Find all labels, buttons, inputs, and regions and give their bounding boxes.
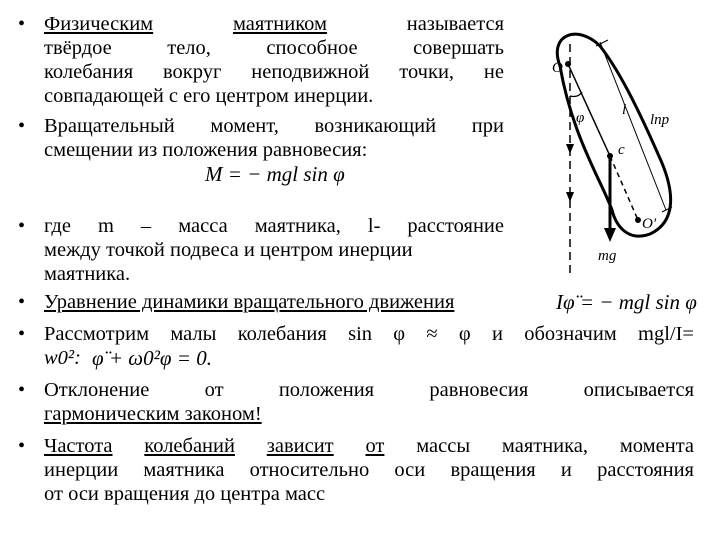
- item-2-line-1: Вращательный момент, возникающий при: [44, 115, 504, 137]
- item-5-line-2: w0²:: [44, 347, 81, 369]
- term-depends: зависит: [266, 435, 334, 457]
- bullet-5: •: [18, 323, 26, 345]
- gravity-arrow-head: [604, 228, 616, 242]
- pendulum-figure: [538, 14, 708, 282]
- item-7-line-3: от оси вращения до центра масс: [44, 483, 326, 505]
- term-physical: Физическим: [44, 13, 154, 35]
- center-point: [607, 153, 613, 159]
- bullet-7: •: [18, 435, 26, 457]
- bullet-1: •: [18, 13, 26, 35]
- item-6-line-2: гармоническим законом!: [44, 403, 262, 425]
- item-1-line-2: твёрдое тело, способное совершать: [44, 37, 504, 59]
- swing-center-point: [635, 217, 641, 223]
- item-2-line-2: смещении из положения равновесия:: [44, 139, 368, 161]
- label-phi: φ: [576, 110, 585, 126]
- item-7-line-2: инерции маятника относительно оси вращения и расстояния: [44, 459, 694, 481]
- pendulum-body: [557, 34, 670, 236]
- term-oscillations: колебаний: [144, 435, 235, 457]
- vertical-arrow-lower: [566, 192, 574, 202]
- bullet-6: •: [18, 379, 26, 401]
- term-frequency: Частота: [44, 435, 113, 457]
- label-lnp: lпр: [650, 112, 670, 128]
- item-3-line-3: маятника.: [44, 263, 131, 285]
- torque-formula: M = − mgl sin φ: [205, 162, 345, 186]
- item-7-line-1: Частота колебаний зависит от массы маятника, момента: [44, 435, 695, 457]
- label-c: c: [618, 142, 625, 158]
- item-3-line-2: между точкой подвеса и центром инерции: [44, 239, 413, 261]
- arm-line: [568, 64, 610, 156]
- item-5-line-1: Рассмотрим малы колебания sin φ ≈ φ и обозначим mgl/I=: [44, 323, 694, 345]
- label-l: l: [622, 102, 627, 118]
- term-on: от: [365, 435, 385, 457]
- arm-extension-line: [610, 156, 638, 220]
- vertical-arrow-upper: [566, 144, 574, 154]
- label-o-prime: O': [642, 216, 657, 232]
- angle-arc: [570, 92, 582, 97]
- item-6-line-1: Отклонение от положения равновесия описывается: [44, 379, 694, 401]
- term-pendulum: маятником: [232, 13, 327, 35]
- label-mg: mg: [598, 248, 617, 264]
- item-1-line-1: Физическим маятником называется: [44, 13, 505, 35]
- bullet-4: •: [18, 291, 26, 313]
- item-1-line-4: совпадающей с его центром инерции.: [44, 85, 374, 107]
- label-o: O: [552, 60, 563, 76]
- bullet-3: •: [18, 215, 26, 237]
- dynamics-formula: Iφ̈ = − mgl sin φ: [556, 290, 697, 314]
- item-4-line-1: Уравнение динамики вращательного движения: [44, 291, 455, 313]
- item-3-line-1: где m – масса маятника, l- расстояние: [44, 215, 504, 237]
- item-1-line-3: колебания вокруг неподвижной точки, не: [44, 61, 504, 83]
- pivot-point: [565, 61, 571, 67]
- bullet-2: •: [18, 115, 26, 137]
- oscillation-formula: φ̈ + ω0²φ = 0.: [92, 346, 212, 370]
